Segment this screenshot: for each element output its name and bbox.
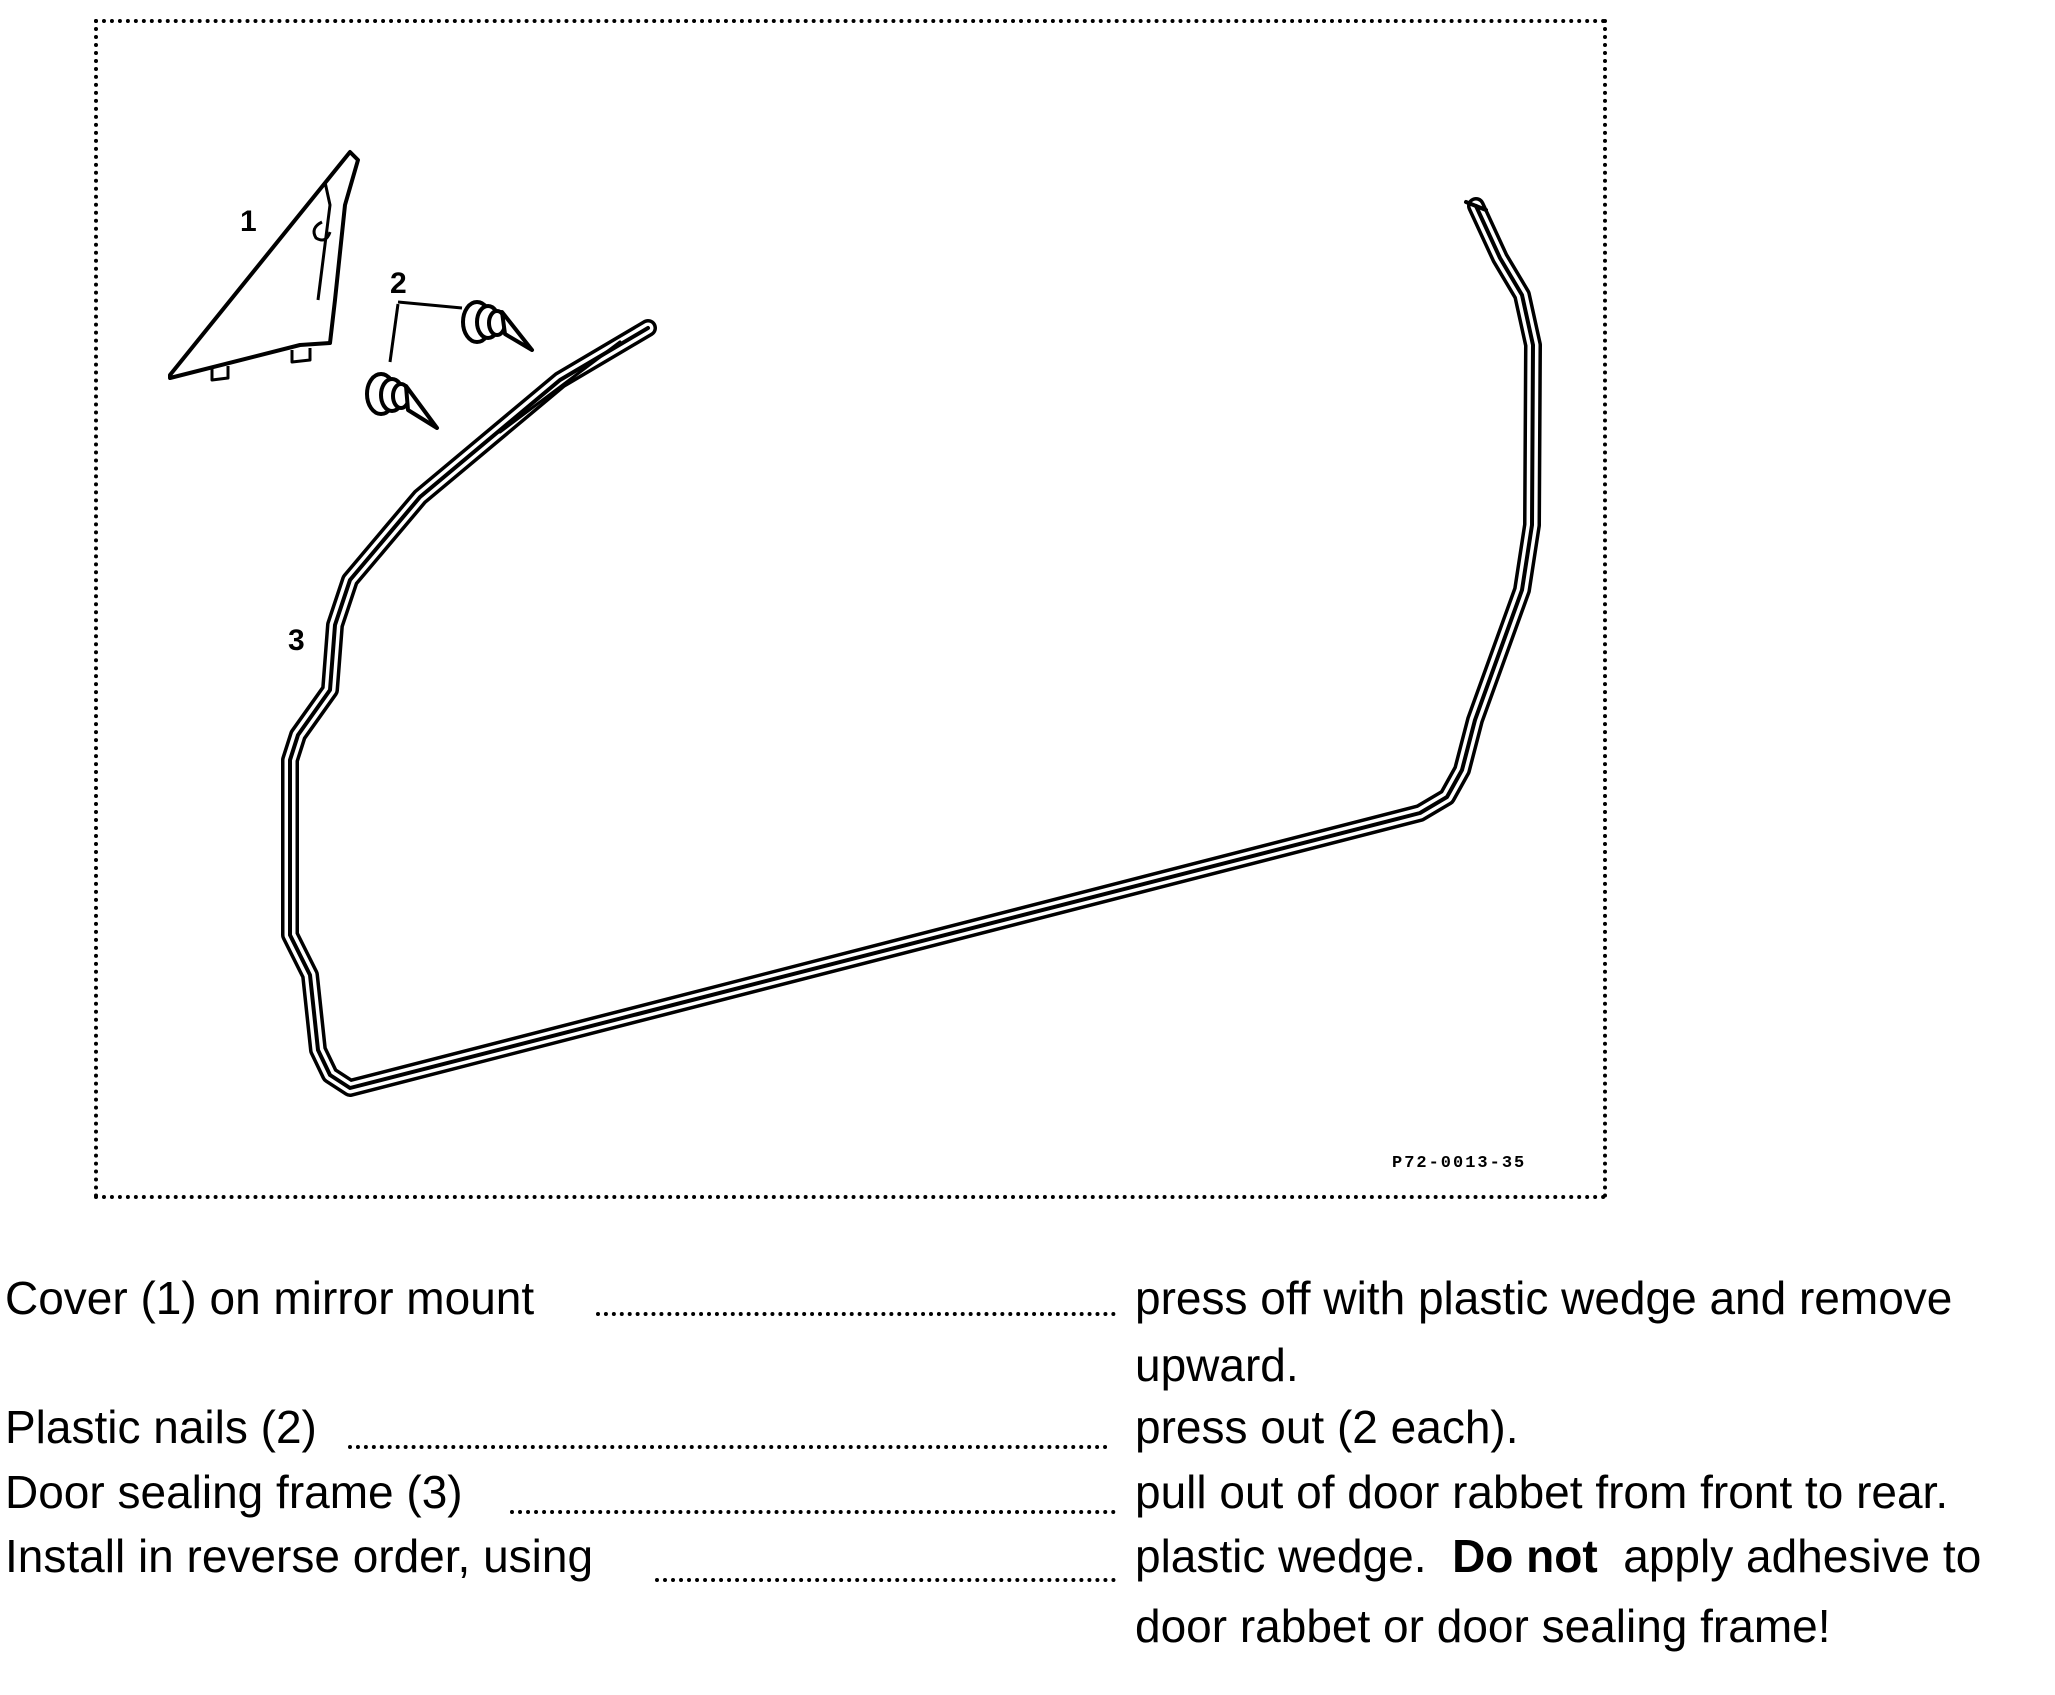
instruction-value xyxy=(1135,1526,1981,1586)
instruction-label: Door sealing frame (3) xyxy=(5,1466,463,1518)
instruction-value: upward. xyxy=(1135,1339,1299,1391)
leader-dots xyxy=(510,1510,1116,1514)
instruction-continuation xyxy=(0,1596,2055,1656)
instruction-row xyxy=(0,1526,2055,1586)
value-text: plastic wedge. xyxy=(1135,1530,1427,1582)
leader-dots xyxy=(596,1312,1116,1316)
instruction-label: Cover (1) on mirror mount xyxy=(5,1272,535,1324)
plastic-nail-lower xyxy=(367,374,437,428)
instruction-value: press out (2 each). xyxy=(1135,1401,1519,1453)
instruction-value: pull out of door rabbet from front to rear. xyxy=(1135,1466,1949,1518)
instruction-value: door rabbet or door sealing frame! xyxy=(1135,1600,1831,1652)
instruction-value: press off with plastic wedge and remove xyxy=(1135,1272,1953,1324)
warning-emphasis: Do not xyxy=(1452,1530,1598,1582)
leader-dots xyxy=(348,1445,1108,1449)
instruction-label: Install in reverse order, using xyxy=(5,1530,594,1582)
callout-2: 2 xyxy=(390,267,407,300)
instruction-row xyxy=(0,1397,2055,1457)
figure-code: P72-0013-35 xyxy=(1392,1154,1527,1173)
mirror-mount-cover xyxy=(170,152,358,380)
instruction-continuation xyxy=(0,1335,2055,1395)
instruction-row xyxy=(0,1268,2055,1328)
plastic-nail-upper xyxy=(463,302,532,350)
instruction-label: Plastic nails (2) xyxy=(5,1401,317,1453)
leader-dots xyxy=(655,1578,1116,1582)
callout-3: 3 xyxy=(288,624,305,657)
instruction-row xyxy=(0,1462,2055,1522)
value-text: apply adhesive to xyxy=(1623,1530,1982,1582)
nail-leader-lines xyxy=(390,302,462,362)
callout-1: 1 xyxy=(240,205,257,238)
